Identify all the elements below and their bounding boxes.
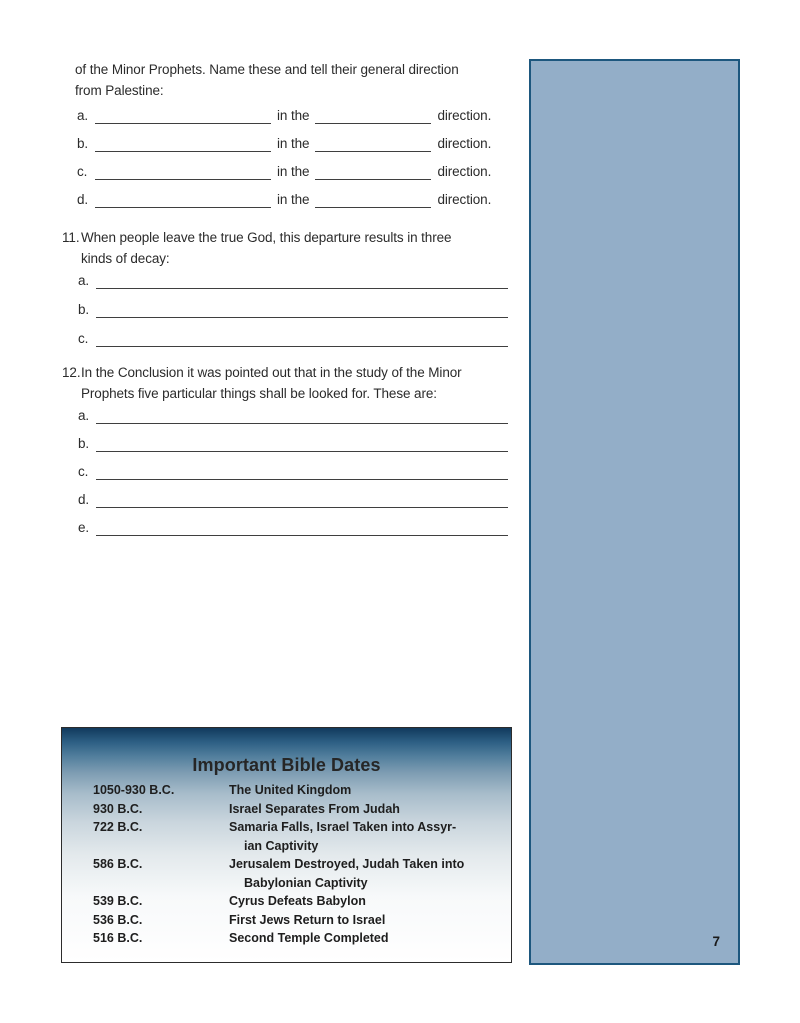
question-text: When people leave the true God, this departure results in three xyxy=(81,230,452,245)
bible-date-row xyxy=(62,911,511,930)
blank-line xyxy=(315,192,431,208)
blank-line xyxy=(95,164,271,180)
question-12-line1 xyxy=(62,362,508,383)
blank-line xyxy=(96,331,508,347)
worksheet-content xyxy=(62,59,508,536)
question-11-line2: kinds of decay: xyxy=(81,251,170,266)
answer-row xyxy=(62,491,508,508)
question-12-line2: Prophets five particular things shall be looked for. These are: xyxy=(81,386,437,401)
date-event-line1: Jerusalem Destroyed, Judah Taken into xyxy=(229,857,465,871)
date-value: 536 B.C. xyxy=(93,912,143,927)
date-value: 516 B.C. xyxy=(93,931,143,945)
answer-row xyxy=(62,407,508,424)
question-11-heading xyxy=(62,227,508,269)
blank-line xyxy=(96,464,508,480)
answer-label: a. xyxy=(78,273,90,288)
blank-line xyxy=(96,492,508,508)
answer-label: d. xyxy=(78,492,90,507)
direction-answer-row xyxy=(62,163,508,180)
question-10-line2: from Palestine: xyxy=(75,83,164,98)
bible-date-row xyxy=(62,818,511,855)
answer-row xyxy=(62,301,508,318)
blank-line xyxy=(96,436,508,452)
answer-row xyxy=(62,330,508,347)
answer-label: b. xyxy=(78,302,90,317)
direction-answer-row xyxy=(62,191,508,208)
row-text: in the xyxy=(277,164,310,179)
question-11-answer-rows xyxy=(62,272,508,347)
date-value: 539 B.C. xyxy=(93,894,143,908)
question-text: In the Conclusion it was pointed out that in the study of the Minor xyxy=(81,365,462,380)
blank-line xyxy=(315,136,431,152)
question-11-line1 xyxy=(62,227,508,248)
answer-label: b. xyxy=(77,136,89,151)
date-event-line1: Samaria Falls, Israel Taken into Assyr- xyxy=(229,820,457,834)
question-number: 12. xyxy=(62,365,81,380)
direction-answer-row xyxy=(62,107,508,124)
bible-dates-title: Important Bible Dates xyxy=(192,755,381,775)
date-event-line2: Babylonian Captivity xyxy=(244,875,368,890)
row-text: direction. xyxy=(437,192,492,207)
answer-row xyxy=(62,435,508,452)
answer-label: a. xyxy=(78,408,90,423)
bible-date-row xyxy=(62,855,511,892)
answer-label: c. xyxy=(78,331,89,346)
date-event: First Jews Return to Israel xyxy=(229,912,386,927)
row-text: direction. xyxy=(437,108,492,123)
answer-label: e. xyxy=(78,520,90,535)
row-text: in the xyxy=(277,108,310,123)
question-12-heading xyxy=(62,362,508,404)
bible-date-row xyxy=(62,800,511,819)
blank-line xyxy=(315,108,431,124)
date-event: Israel Separates From Judah xyxy=(229,801,400,816)
date-event xyxy=(229,818,501,855)
question-10-line1: of the Minor Prophets. Name these and tell their general direction xyxy=(75,62,459,77)
date-event-line2: ian Captivity xyxy=(244,838,319,853)
blank-line xyxy=(95,192,271,208)
answer-label: d. xyxy=(77,192,89,207)
bible-date-row xyxy=(62,929,511,948)
blank-line xyxy=(95,136,271,152)
question-number: 11. xyxy=(62,230,80,245)
question-10-answer-rows xyxy=(62,107,508,208)
page-number: 7 xyxy=(712,934,720,949)
question-10-continuation xyxy=(62,59,508,101)
answer-label: c. xyxy=(78,464,89,479)
date-event: The United Kingdom xyxy=(229,783,352,797)
date-value: 930 B.C. xyxy=(93,801,143,816)
blank-line xyxy=(96,273,508,289)
row-text: in the xyxy=(277,136,310,151)
date-value: 586 B.C. xyxy=(93,857,143,871)
page-margin-band xyxy=(529,59,740,965)
answer-label: a. xyxy=(77,108,89,123)
answer-row xyxy=(62,272,508,289)
date-event xyxy=(229,855,501,892)
date-event: Cyrus Defeats Babylon xyxy=(229,894,366,908)
answer-row xyxy=(62,519,508,536)
direction-answer-row xyxy=(62,135,508,152)
blank-line xyxy=(95,108,271,124)
bible-date-row xyxy=(62,892,511,911)
important-bible-dates-box xyxy=(61,727,512,963)
blank-line xyxy=(96,302,508,318)
date-value: 1050-930 B.C. xyxy=(93,783,175,797)
answer-label: c. xyxy=(77,164,88,179)
answer-label: b. xyxy=(78,436,90,451)
blank-line xyxy=(96,520,508,536)
answer-row xyxy=(62,463,508,480)
row-text: direction. xyxy=(437,136,492,151)
bible-date-row xyxy=(62,781,511,800)
date-event: Second Temple Completed xyxy=(229,931,389,945)
blank-line xyxy=(96,408,508,424)
question-12-answer-rows xyxy=(62,407,508,536)
row-text: direction. xyxy=(437,164,492,179)
row-text: in the xyxy=(277,192,310,207)
blank-line xyxy=(315,164,431,180)
date-value: 722 B.C. xyxy=(93,820,143,834)
